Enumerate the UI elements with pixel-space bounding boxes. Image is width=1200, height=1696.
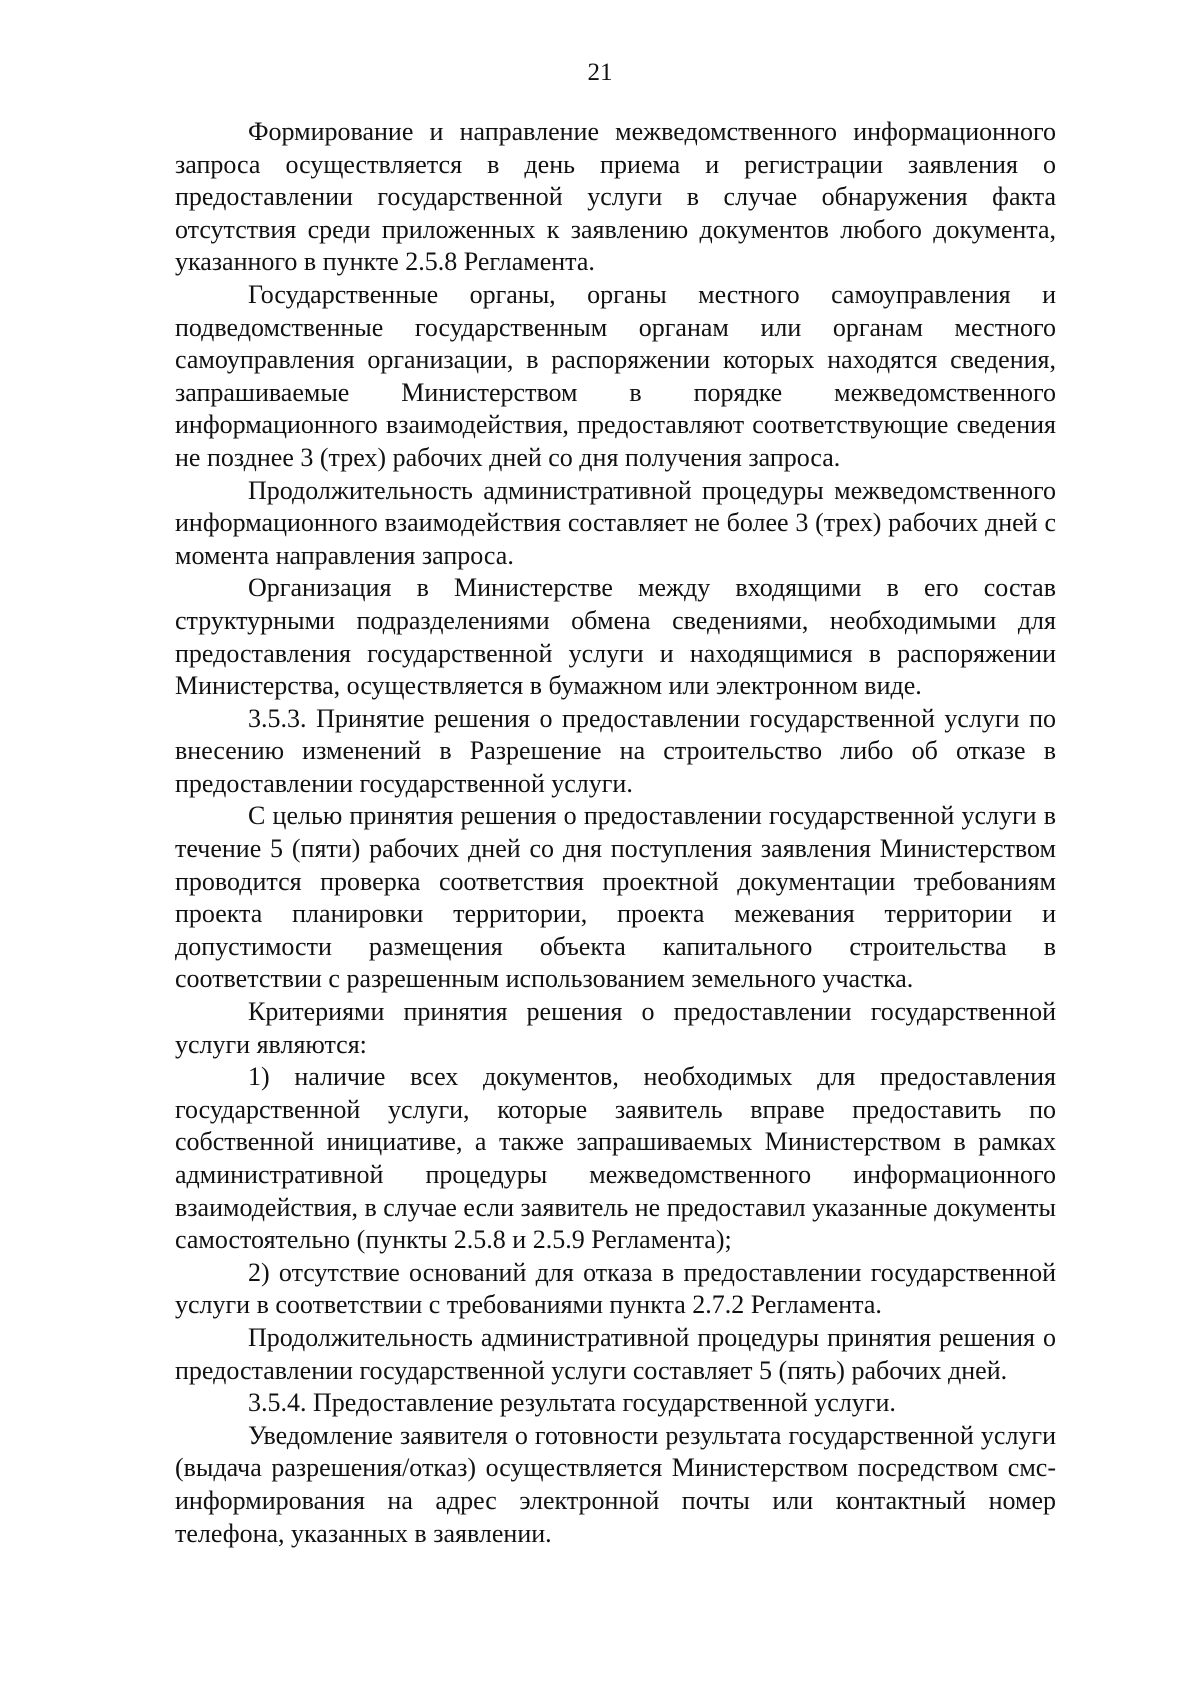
paragraph-section-3-5-4: 3.5.4. Предоставление результата государственной услуги.: [248, 1388, 896, 1418]
paragraph-notification: Уведомление заявителя о готовности результата государственной услуги (выдача разрешения/отказ) осуществляется Министерством посредством смс-информирования на адрес электронной почты или контактный номер телефона, указанных в заявлении.: [175, 1420, 1056, 1548]
paragraph-criterion-2: 2) отсутствие оснований для отказа в предоставлении государственной услуги в соответствии с требованиями пункта 2.7.2 Регламента.: [175, 1257, 1056, 1320]
paragraph-verification: С целью принятия решения о предоставлении государственной услуги в течение 5 (пяти) рабочих дней со дня поступления заявления Министерством проводится проверка соответствия проектной документации требованиям проекта планировки территории, проекта межевания территории и допустимости размещения объекта капитального строительства в соответствии с разрешенным использованием земельного участка.: [175, 801, 1056, 994]
paragraph-decision-duration: Продолжительность административной процедуры принятия решения о предоставлении государственной услуги составляет 5 (пять) рабочих дней.: [175, 1322, 1056, 1385]
paragraph-internal-exchange: Организация в Министерстве между входящими в его состав структурными подразделениями обмена сведениями, необходимыми для предоставления государственной услуги и находящимися в распоряжении Министерства, осуществляется в бумажном или электронном виде.: [175, 573, 1056, 701]
paragraph-criteria-intro: Критериями принятия решения о предоставлении государственной услуги являются:: [175, 997, 1056, 1059]
paragraph-interaction-duration: Продолжительность административной процедуры межведомственного информационного взаимодействия составляет не более 3 (трех) рабочих дней с момента направления запроса.: [175, 475, 1056, 570]
page-number: 21: [587, 59, 613, 86]
document-body: [175, 116, 1056, 1550]
paragraph-section-3-5-3: 3.5.3. Принятие решения о предоставлении государственной услуги по внесению изменений в Разрешение на строительство либо об отказе в предоставлении государственной услуги.: [175, 703, 1056, 798]
paragraph-criterion-1: 1) наличие всех документов, необходимых для предоставления государственной услуги, которые заявитель вправе предоставить по собственной инициативе, а также запрашиваемых Министерством в рамках административной процедуры межведомственного информационного взаимодействия, в случае если заявитель не предоставил указанные документы самостоятельно (пункты 2.5.8 и 2.5.9 Регламента);: [175, 1062, 1056, 1255]
paragraph-interagency-request: Формирование и направление межведомственного информационного запроса осуществляется в день приема и регистрации заявления о предоставлении государственной услуги в случае обнаружения факта отсутствия среди приложенных к заявлению документов любого документа, указанного в пункте 2.5.8 Регламента.: [175, 117, 1056, 277]
paragraph-government-bodies: Государственные органы, органы местного самоуправления и подведомственные государственным органам или органам местного самоуправления организации, в распоряжении которых находятся сведения, запрашиваемые Министерством в порядке межведомственного информационного взаимодействия, предоставляют соответствующие сведения не позднее 3 (трех) рабочих дней со дня получения запроса.: [175, 279, 1056, 472]
